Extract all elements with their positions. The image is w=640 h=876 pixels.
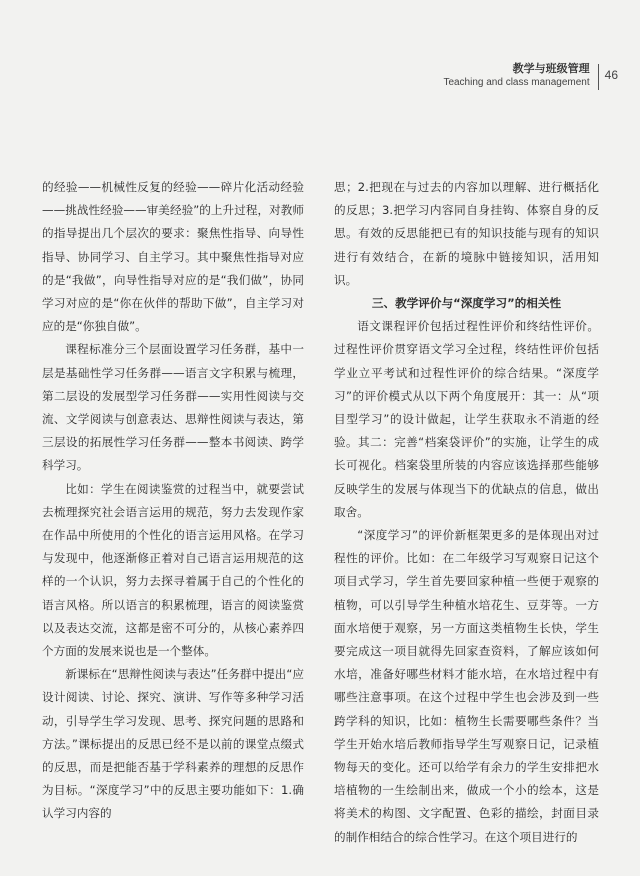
- right-column: [334, 176, 599, 849]
- journal-section-title-en: Teaching and class management: [443, 77, 590, 88]
- paragraph: 的经验——机械性反复的经验——碎片化活动经验——挑战性经验——审美经验”的上升过程，对教师的指导提出几个层次的要求：聚焦性指导、向导性指导、协同学习、自主学习。其中聚焦性指导对应的是“我做”，向导性指导对应的是“我们做”，协同学习对应的是“你在伙伴的帮助下做”，自主学习对应的是“你独自做”。: [42, 180, 304, 334]
- header-text: [443, 62, 589, 90]
- paragraph: 比如：学生在阅读鉴赏的过程当中，就要尝试去梳理探究社会语言运用的规范，努力去发现作家在作品中所使用的个性化的语言运用风格。在学习与发现中，他逐渐修正着对自己语言运用规范的这样的一个认识，努力去探寻着属于自己的个性化的语言风格。所以语言的积累梳理，语言的阅读鉴赏以及表达交流，这都是密不可分的，从核心素养四个方面的发展来说也是一个整体。: [42, 481, 304, 659]
- paragraph: 思；2.把现在与过去的内容加以理解、进行概括化的反思；3.把学习内容同自身挂钩、体察自身的反思。有效的反思能把已有的知识技能与现有的知识进行有效结合，在新的境脉中链接知识，活用知识。: [334, 180, 599, 287]
- journal-section-title-cn: 教学与班级管理: [512, 62, 590, 75]
- paragraph: 语文课程评价包括过程性评价和终结性评价。过程性评价贯穿语文学习全过程，终结性评价包括学业立平考试和过程性评价的综合结果。“深度学习”的评价模式从以下两个角度展开：其一：从“项目型学习”的设计做起，让学生获取永不消逝的经验。其二：完善“档案袋评价”的实施，让学生的成长可视化。档案袋里所装的内容应该选择那些能够反映学生的发展与体现当下的优缺点的信息，做出取舍。: [334, 319, 599, 519]
- paragraph: “深度学习”的评价新框架更多的是体现出对过程性的评价。比如：在二年级学习写观察日记这个项目式学习，学生首先要回家种植一些便于观察的植物，可以引导学生种植水培花生、豆芽等。一方面水培便于观察，另一方面这类植物生长快，学生要完成这一项目就得先回家查资料，了解应该如何水培，准备好哪些材料才能水培，在水培过程中有哪些注意事项。在这个过程中学生也会涉及到一些跨学科的知识，比如：植物生长需要哪些条件？当学生开始水培后教师指导学生写观察日记，记录植物每天的变化。还可以给学有余力的学生安排把水培植物的一生绘制出来，做成一个小的绘本，这是将美术的构图、文字配置、色彩的描绘，封面目录的制作相结合的综合性学习。在这个项目进行的: [334, 528, 599, 844]
- section-heading: 三、教学评价与“深度学习”的相关性: [371, 296, 562, 311]
- paragraph: 课程标准分三个层面设置学习任务群，基中一层是基础性学习任务群——语言文字积累与梳理，第二层设的发展型学习任务群——实用性阅读与交流、文学阅读与创意表达、思辩性阅读与表达，第三层设的拓展性学习任务群——整本书阅读、跨学科学习。: [42, 342, 304, 473]
- page-number: 46: [604, 68, 618, 82]
- left-column: [42, 176, 304, 826]
- header-divider: [598, 64, 599, 90]
- paragraph: 新课标在“思辩性阅读与表达”任务群中提出“应设计阅读、讨论、探究、演讲、写作等多种学习活动，引导学生学习发现、思考、探究问题的思路和方法。”课标提出的反思已经不是以前的课堂点缀式的反思，而是把能否基于学科素养的理想的反思作为目标。“深度学习”中的反思主要功能如下：1.确认学习内容的: [42, 667, 304, 821]
- page-header: [443, 62, 618, 90]
